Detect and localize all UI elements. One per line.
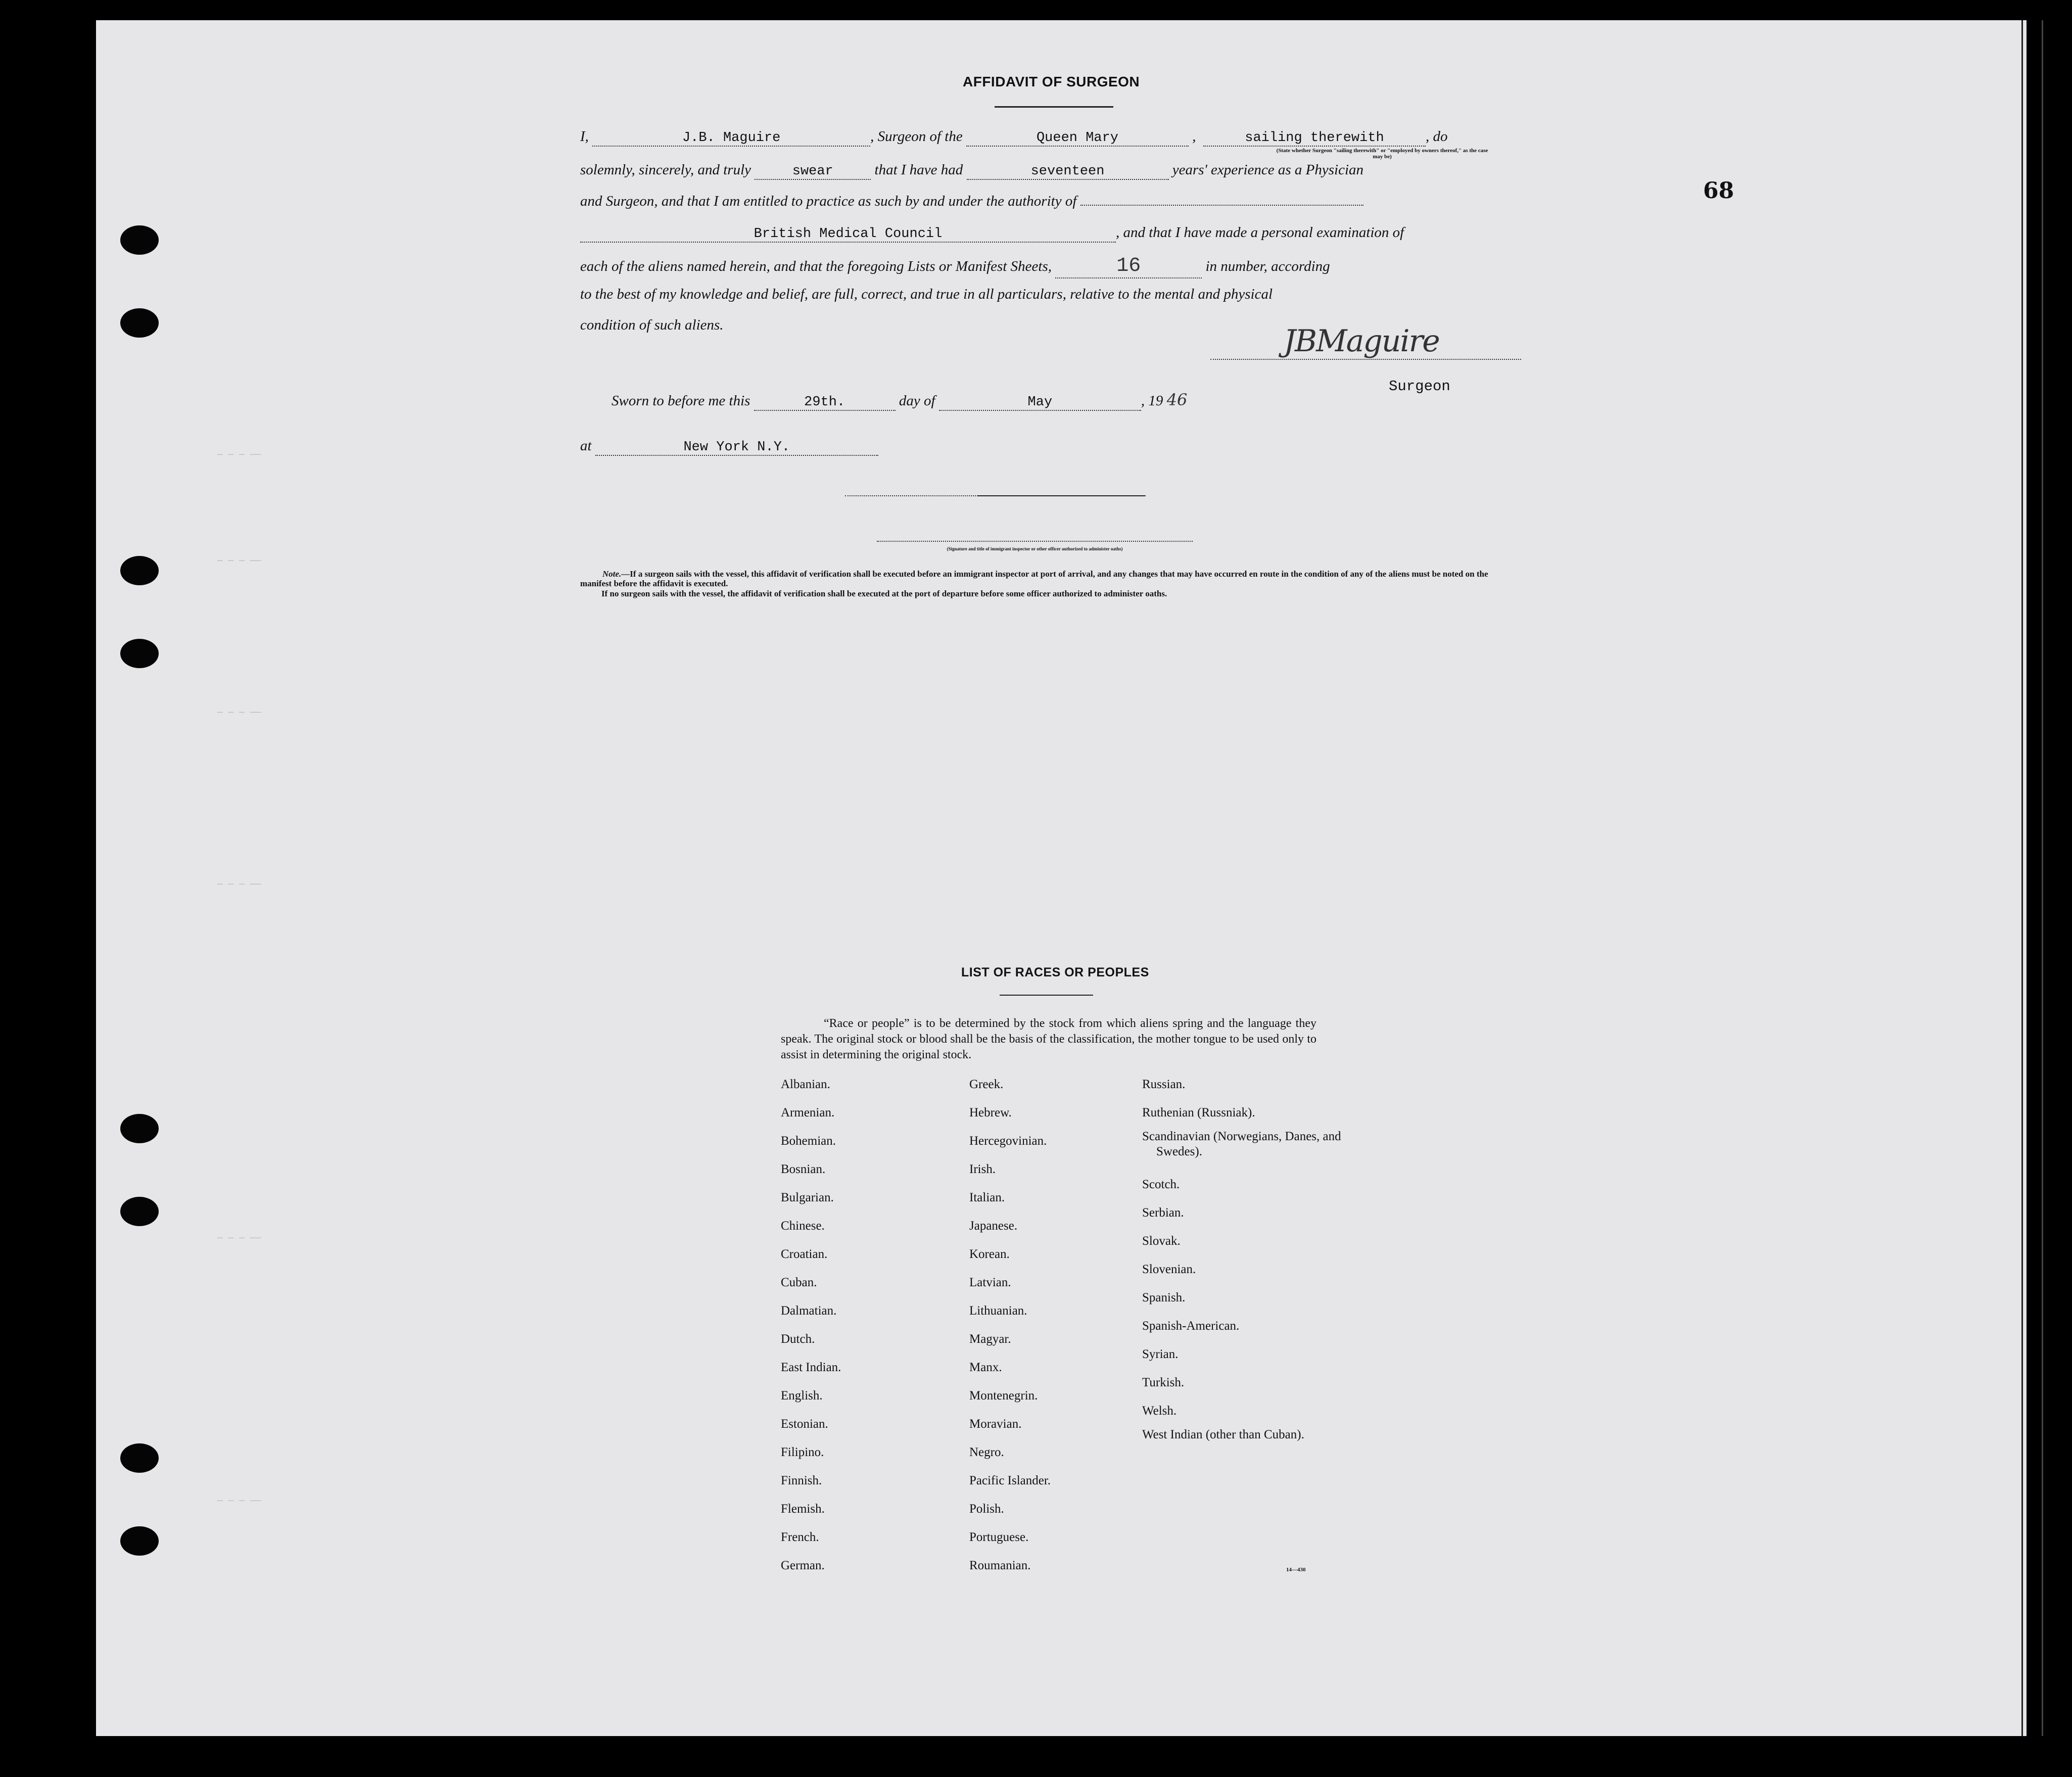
- bleed-through-mark: — — — ——: [217, 708, 261, 718]
- punch-hole: [120, 1114, 159, 1143]
- race-entry: Slovak.: [1142, 1234, 1181, 1248]
- affidavit-line-5: [580, 255, 1330, 278]
- race-entry: Scotch.: [1142, 1178, 1180, 1191]
- punch-hole: [120, 1443, 159, 1473]
- race-entry: Albanian.: [781, 1078, 830, 1091]
- bleed-through-mark: — — — ——: [217, 1496, 261, 1506]
- note-2: If no surgeon sails with the vessel, the affidavit of verification shall be executed at the port of departure before some officer authorized to administer oaths.: [601, 589, 1167, 598]
- race-entry: Welsh.: [1142, 1404, 1177, 1418]
- races-column-1: [781, 1070, 841, 1580]
- race-entry: Syrian.: [1142, 1347, 1179, 1361]
- race-entry: Latvian.: [969, 1276, 1011, 1289]
- sheet-count-field: 16: [1055, 255, 1202, 278]
- officer-note: (Signature and title of immigrant inspector or other officer authorized to administer oaths): [947, 546, 1123, 551]
- prose-text: and Surgeon, and that I am entitled to practice as such by and under the authority of: [580, 193, 1077, 209]
- page-number: 68: [1703, 178, 1734, 204]
- affidavit-line-6: to the best of my knowledge and belief, are full, correct, and true in all particulars, relative to the mental and physical: [580, 286, 1273, 302]
- affidavit-line-2: [580, 162, 1363, 180]
- punch-hole: [120, 225, 159, 255]
- race-entry: Moravian.: [969, 1417, 1022, 1431]
- blank-field: [1080, 205, 1363, 206]
- race-entry: Hebrew.: [969, 1106, 1012, 1119]
- race-entry: Japanese.: [969, 1219, 1018, 1233]
- race-entry: Pacific Islander.: [969, 1474, 1051, 1487]
- race-entry: French.: [781, 1530, 819, 1544]
- sworn-year-field: 46: [1166, 390, 1188, 409]
- place-field: New York N.Y.: [595, 440, 878, 456]
- authority-field: British Medical Council: [580, 226, 1116, 243]
- surgeon-label: Surgeon: [1389, 378, 1450, 395]
- punch-hole: [120, 1526, 159, 1556]
- race-entry: Polish.: [969, 1502, 1004, 1516]
- race-entry: Armenian.: [781, 1106, 835, 1119]
- races-intro: “Race or people” is to be determined by the stock from which aliens spring and the language they speak. The original stock or blood shall be the basis of the classification, the mother tongue to be used only to assist in determining the original stock.: [781, 1017, 1316, 1061]
- prose-text: that I have had: [874, 162, 963, 178]
- surgeon-name-field: J.B. Maguire: [592, 130, 870, 147]
- punch-hole: [120, 308, 159, 338]
- affidavit-line-7: condition of such aliens.: [580, 317, 724, 333]
- prose-text: in number, according: [1205, 258, 1330, 274]
- signature-line: [1210, 359, 1521, 360]
- officer-signature-line: [877, 541, 1193, 542]
- ship-name-field: Queen Mary: [966, 130, 1189, 147]
- years-field: seventeen: [967, 164, 1169, 180]
- bleed-through-mark: — — — ——: [217, 556, 261, 566]
- race-entry: Serbian.: [1142, 1206, 1184, 1220]
- punch-hole: [120, 556, 159, 585]
- race-entry: West Indian (other than Cuban).: [1142, 1428, 1304, 1441]
- prose-text: at: [580, 438, 592, 454]
- page-edge-line: [2042, 20, 2043, 1736]
- sworn-day-field: 29th.: [754, 395, 896, 411]
- prose-text: , 19: [1141, 393, 1163, 409]
- prose-text: I,: [580, 128, 589, 145]
- note-label: Note.: [602, 569, 622, 579]
- race-entry: German.: [781, 1559, 825, 1572]
- race-entry: Korean.: [969, 1247, 1010, 1261]
- note-1: [580, 569, 1505, 588]
- note-text: —If a surgeon sails with the vessel, this affidavit of verification shall be executed before an immigrant inspector at port of arrival, and any changes that may have occurred en route in the condition of any of the aliens must be noted on the manifest before the affidavit is executed.: [580, 569, 1488, 588]
- page-edge-line: [2021, 20, 2023, 1736]
- race-entry: Scandinavian (Norwegians, Danes, and Swedes).: [1142, 1130, 1341, 1158]
- race-entry: Filipino.: [781, 1445, 824, 1459]
- race-entry: Greek.: [969, 1078, 1004, 1091]
- races-title: LIST OF RACES OR PEOPLES: [961, 965, 1149, 979]
- prose-text: solemnly, sincerely, and truly: [580, 162, 751, 178]
- race-entry: Bohemian.: [781, 1134, 836, 1148]
- race-entry: Ruthenian (Russniak).: [1142, 1106, 1255, 1119]
- affidavit-line-1: I, J.B. Maguire , Surgeon of the Queen Mary , sailing therewith , do: [580, 128, 1448, 146]
- race-entry: Finnish.: [781, 1474, 822, 1487]
- place-line: [580, 438, 878, 456]
- surgeon-signature: JBMaguire: [1284, 323, 1439, 359]
- race-entry: Flemish.: [781, 1502, 825, 1516]
- race-entry: Negro.: [969, 1445, 1004, 1459]
- surgeon-relation-field: sailing therewith: [1203, 130, 1426, 147]
- prose-text: each of the aliens named herein, and that the foregoing Lists or Manifest Sheets,: [580, 258, 1052, 274]
- race-entry: Portuguese.: [969, 1530, 1029, 1544]
- race-entry: Estonian.: [781, 1417, 828, 1431]
- race-entry: Hercegovinian.: [969, 1134, 1047, 1148]
- race-entry: Manx.: [969, 1361, 1002, 1374]
- race-entry: Italian.: [969, 1191, 1005, 1204]
- race-entry: Montenegrin.: [969, 1389, 1038, 1402]
- race-entry: Roumanian.: [969, 1559, 1031, 1572]
- races-column-3: [1142, 1070, 1344, 1454]
- prose-text: , Surgeon of the: [870, 128, 963, 145]
- sworn-month-field: May: [939, 395, 1141, 411]
- races-column-2: [969, 1070, 1051, 1580]
- relation-note: (State whether Surgeon "sailing therewith" or "employed by owners thereof," as the case may be): [1276, 148, 1488, 160]
- race-entry: East Indian.: [781, 1361, 841, 1374]
- prose-text: , do: [1426, 128, 1448, 145]
- race-entry: Irish.: [969, 1162, 996, 1176]
- bleed-through-mark: — — — ——: [217, 450, 261, 460]
- prose-text: Sworn to before me this: [611, 393, 750, 409]
- punch-hole: [120, 1197, 159, 1226]
- race-entry: Dutch.: [781, 1332, 815, 1346]
- race-entry: Chinese.: [781, 1219, 825, 1233]
- race-entry: Magyar.: [969, 1332, 1011, 1346]
- prose-text: day of: [899, 393, 935, 409]
- race-entry: Spanish-American.: [1142, 1319, 1240, 1333]
- races-title-underline: [1000, 995, 1093, 996]
- race-entry: Spanish.: [1142, 1291, 1186, 1304]
- race-entry: English.: [781, 1389, 823, 1402]
- affidavit-line-3: [580, 193, 1363, 210]
- affidavit-line-4: [580, 224, 1404, 243]
- race-entry: Turkish.: [1142, 1376, 1185, 1389]
- punch-hole: [120, 639, 159, 668]
- prose-text: years' experience as a Physician: [1172, 162, 1364, 178]
- race-entry: Croatian.: [781, 1247, 828, 1261]
- race-entry: Slovenian.: [1142, 1262, 1196, 1276]
- affidavit-title: AFFIDAVIT OF SURGEON: [963, 74, 1140, 89]
- oath-field: swear: [755, 164, 871, 180]
- divider-line: [978, 495, 1145, 496]
- form-code: 14—430: [1286, 1567, 1306, 1573]
- race-entry: Lithuanian.: [969, 1304, 1027, 1318]
- race-entry: Cuban.: [781, 1276, 817, 1289]
- race-entry: Russian.: [1142, 1078, 1186, 1091]
- sworn-line: [611, 390, 1187, 411]
- race-entry: Bosnian.: [781, 1162, 826, 1176]
- bleed-through-mark: — — — ——: [217, 879, 261, 890]
- title-underline: [995, 106, 1113, 108]
- bleed-through-mark: — — — ——: [217, 1233, 261, 1243]
- race-entry: Bulgarian.: [781, 1191, 834, 1204]
- prose-text: , and that I have made a personal examination of: [1116, 224, 1404, 241]
- race-entry: Dalmatian.: [781, 1304, 837, 1318]
